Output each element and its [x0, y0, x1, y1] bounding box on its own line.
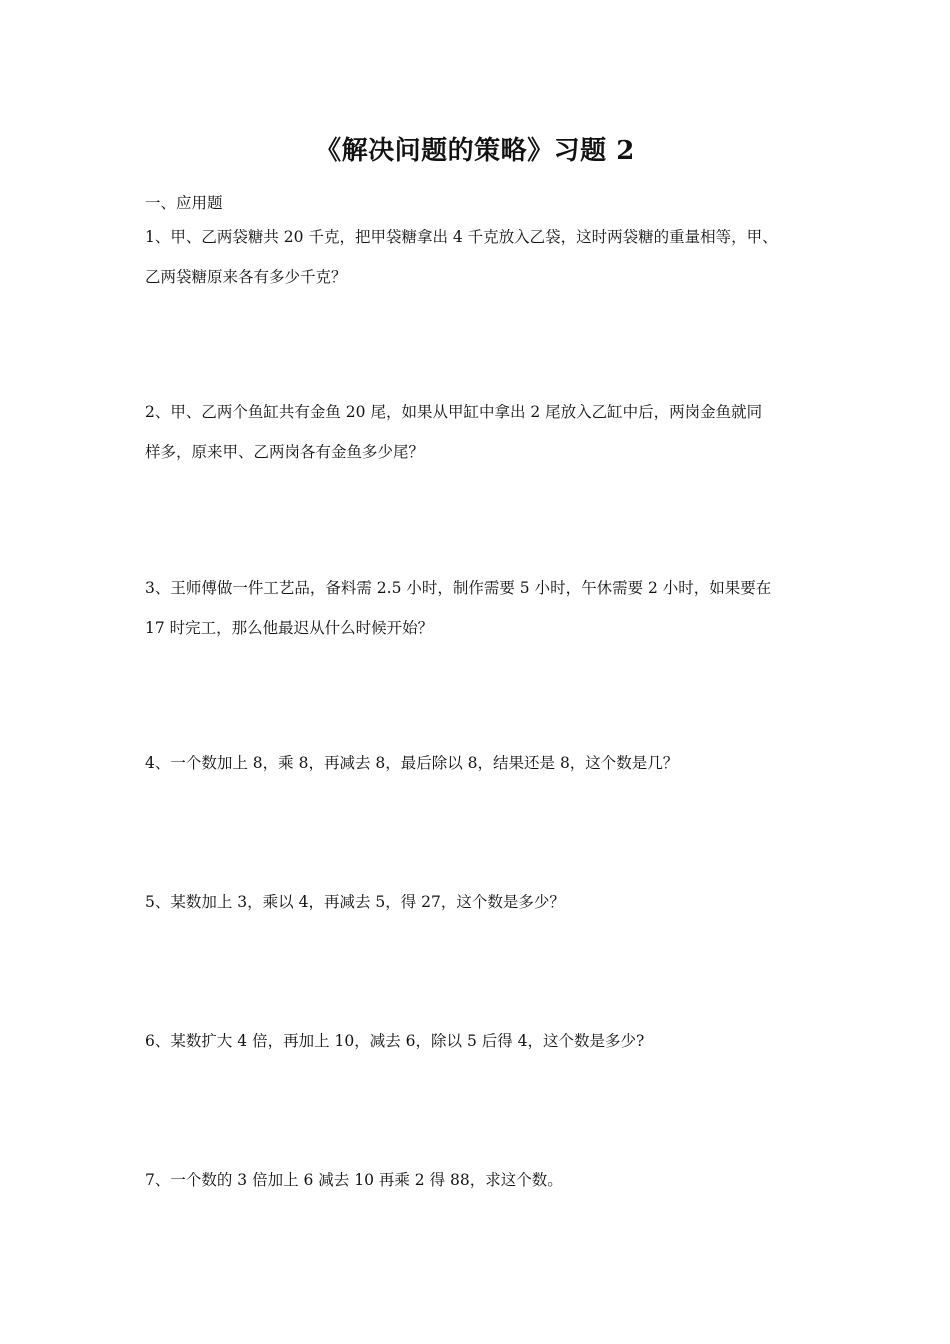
question-3	[145, 568, 810, 648]
question-line: 5、某数加上 3，乘以 4，再减去 5，得 27，这个数是多少？	[145, 893, 565, 911]
section-heading: 一、应用题	[145, 194, 223, 212]
document-title: 《解决问题的策略》习题 2	[315, 136, 635, 166]
question-line: 2、甲、乙两个鱼缸共有金鱼 20 尾，如果从甲缸中拿出 2 尾放入乙缸中后，两岗金鱼就同	[145, 403, 763, 421]
question-line: 3、王师傅做一件工艺品，备料需 2.5 小时，制作需要 5 小时，午休需要 2 小时，如果要在	[145, 579, 772, 597]
question-1	[145, 217, 810, 297]
question-4	[145, 743, 810, 783]
question-line: 样多，原来甲、乙两岗各有金鱼多少尾？	[145, 443, 425, 461]
question-line: 4、一个数加上 8，乘 8，再减去 8，最后除以 8，结果还是 8，这个数是几？	[145, 754, 679, 772]
question-line: 6、某数扩大 4 倍，再加上 10，减去 6，除以 5 后得 4，这个数是多少?	[145, 1032, 645, 1050]
question-line: 1、甲、乙两袋糖共 20 千克，把甲袋糖拿出 4 千克放入乙袋，这时两袋糖的重量相等，甲、	[145, 228, 778, 246]
question-2	[145, 392, 810, 472]
question-6	[145, 1021, 810, 1061]
question-line: 乙两袋糖原来各有多少千克？	[145, 268, 347, 286]
question-line: 7、一个数的 3 倍加上 6 减去 10 再乘 2 得 88，求这个数。	[145, 1171, 563, 1189]
question-7	[145, 1160, 810, 1200]
question-line: 17 时完工，那么他最迟从什么时候开始？	[145, 619, 434, 637]
question-5	[145, 882, 810, 922]
